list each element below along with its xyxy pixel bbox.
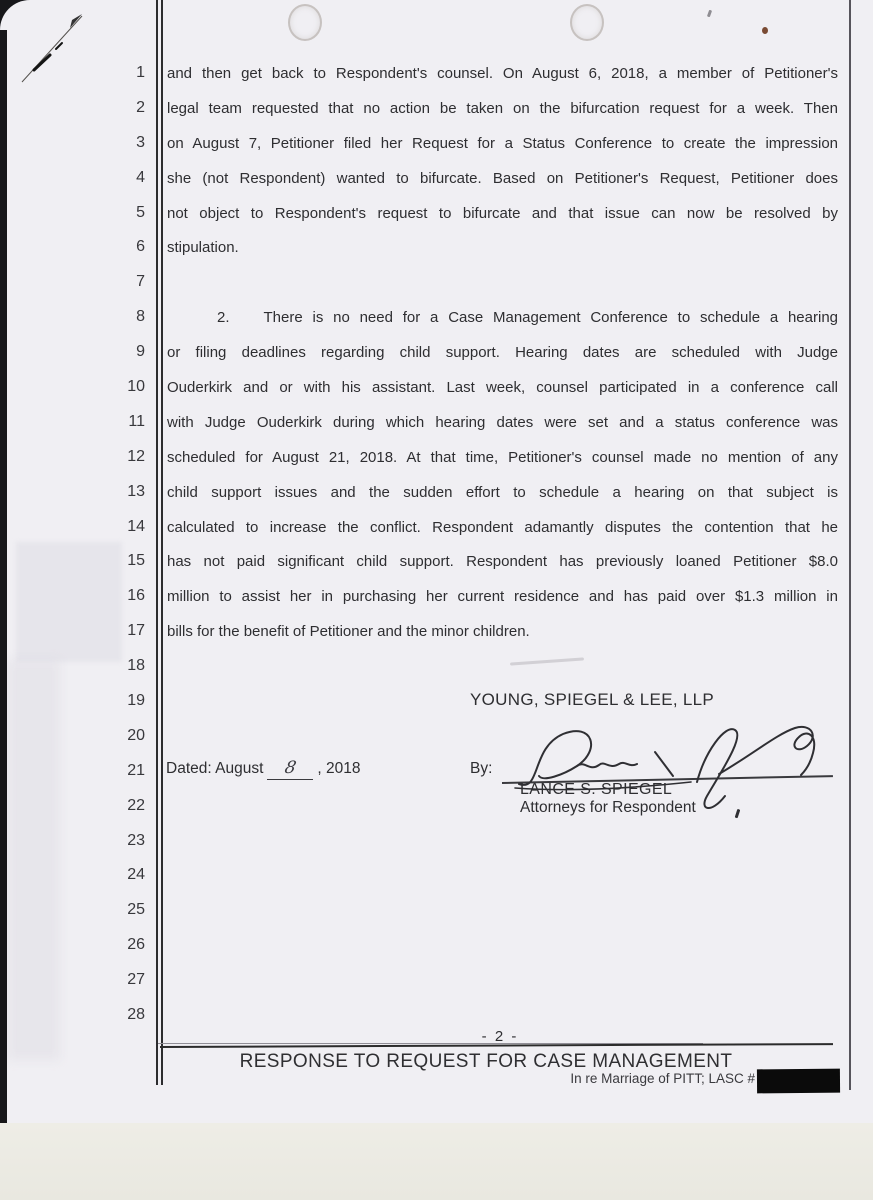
line-number: 7 [136, 273, 145, 291]
punch-hole-mark-left [288, 4, 322, 41]
body-line: million to assist her in purchasing her current residence and has paid over $1.3 million in [167, 588, 838, 606]
pleading-rule-outer [156, 0, 158, 1085]
attorney-title: Attorneys for Respondent [520, 799, 696, 816]
line-number: 20 [127, 726, 145, 744]
redaction-box [757, 1069, 840, 1094]
line-number: 8 [136, 308, 145, 326]
line-number: 28 [127, 1006, 145, 1024]
line-number: 16 [127, 587, 145, 605]
body-line: not object to Respondent's request to bifurcate and that issue can now be resolved by [167, 204, 838, 222]
signature-scrawl [505, 718, 835, 818]
body-line: has not paid significant child support. Respondent has previously loaned Petitioner $8.0 [167, 553, 838, 571]
page-number: - 2 - [481, 1028, 519, 1045]
body-line: or filing deadlines regarding child support. Hearing dates are scheduled with Judge [167, 344, 838, 362]
case-reference: In re Marriage of PITT; LASC # [570, 1071, 755, 1086]
line-number: 1 [136, 64, 145, 81]
ink-speck [762, 27, 768, 34]
body-line: scheduled for August 21, 2018. At that time, Petitioner's counsel made no mention of any [167, 448, 838, 466]
body-line: stipulation. [167, 239, 239, 257]
body-line-blank [167, 272, 838, 307]
line-number: 4 [136, 168, 145, 186]
dated-suffix: , 2018 [317, 760, 361, 777]
line-number: 9 [136, 343, 145, 361]
firm-name: YOUNG, SPIEGEL & LEE, LLP [470, 690, 715, 709]
body-line: child support issues and the sudden effort to schedule a hearing on that subject is [167, 483, 838, 501]
line-number: 13 [127, 482, 145, 500]
pleading-rule-inner [161, 0, 163, 1085]
body-line: on August 7, Petitioner filed her Request for a Status Conference to create the impression [167, 134, 838, 152]
line-number: 18 [127, 657, 145, 675]
line-number: 11 [128, 412, 145, 430]
footer-title: RESPONSE TO REQUEST FOR CASE MANAGEMENT [239, 1051, 733, 1072]
body-line: with Judge Ouderkirk during which hearing dates were set and a status conference was [167, 413, 838, 431]
line-number: 12 [127, 447, 145, 465]
right-margin-rule [849, 0, 851, 1090]
line-number: 3 [136, 133, 145, 151]
line-number: 6 [136, 238, 145, 256]
handwritten-day: 8 [267, 758, 313, 780]
line-number: 14 [127, 517, 145, 535]
paragraph-2-number: 2. [217, 309, 230, 327]
body-line: There is no need for a Case Management Conference to schedule a hearing [263, 309, 838, 327]
line-number: 23 [127, 831, 145, 849]
scan-bottom-strip [0, 1123, 873, 1200]
line-number: 19 [127, 692, 145, 710]
line-number: 17 [127, 622, 145, 640]
line-number: 10 [127, 378, 145, 396]
line-number: 5 [136, 203, 145, 221]
body-line-paragraph-2-start [167, 307, 838, 342]
body-text [167, 63, 838, 656]
line-number: 25 [127, 901, 145, 919]
body-line: she (not Respondent) wanted to bifurcate. Based on Petitioner's Request, Petitioner does [167, 169, 838, 187]
line-number: 27 [127, 971, 145, 989]
by-label: By: [470, 760, 493, 777]
body-line: and then get back to Respondent's counsel. On August 6, 2018, a member of Petitioner's [167, 65, 838, 82]
body-line: bills for the benefit of Petitioner and the minor children. [167, 623, 530, 641]
line-number: 22 [127, 796, 145, 814]
punch-hole-mark-right [570, 4, 604, 41]
line-number: 26 [127, 936, 145, 954]
line-number: 24 [127, 866, 145, 884]
body-line: Ouderkirk and or with his assistant. Last week, counsel participated in a conference call [167, 379, 838, 397]
body-line: calculated to increase the conflict. Respondent adamantly disputes the contention that he [167, 518, 838, 536]
line-number-column [0, 63, 145, 1040]
line-number: 15 [127, 552, 145, 570]
dated-prefix: Dated: August [166, 760, 264, 777]
attorney-name: LANCE S. SPIEGEL [520, 781, 673, 798]
line-number: 21 [127, 761, 145, 779]
line-number: 2 [136, 98, 145, 116]
body-line: legal team requested that no action be taken on the bifurcation request for a week. Then [167, 99, 838, 117]
dated-line [166, 758, 360, 780]
